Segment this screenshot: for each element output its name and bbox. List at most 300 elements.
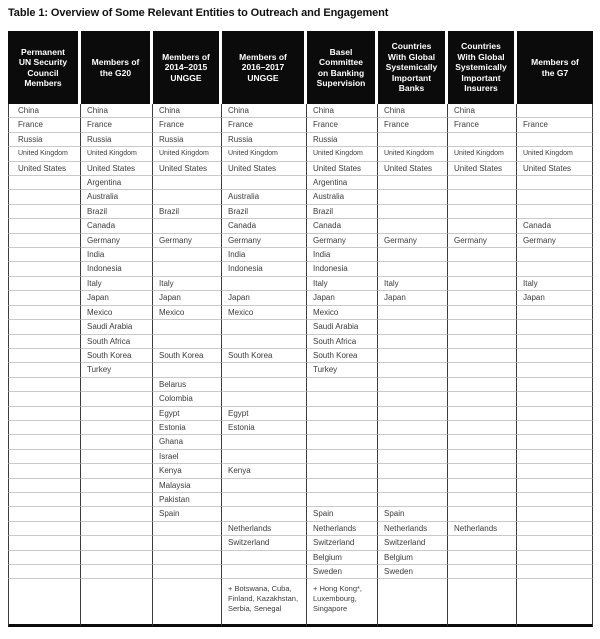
empty-cell [378, 349, 448, 363]
country-cell: Netherlands [448, 522, 517, 536]
country-cell: Malaysia [153, 479, 222, 493]
empty-cell [448, 378, 517, 392]
country-cell: United Kingdom [448, 147, 517, 161]
empty-cell [307, 464, 378, 478]
empty-cell [448, 536, 517, 550]
table-row [8, 248, 593, 262]
empty-cell [81, 536, 153, 550]
country-cell: France [307, 118, 378, 132]
empty-cell [517, 392, 593, 406]
empty-cell [8, 291, 81, 305]
table-row [8, 536, 593, 550]
column-header: Countries With Global Systemically Important Banks [378, 31, 448, 104]
empty-cell [517, 190, 593, 204]
empty-cell [378, 421, 448, 435]
country-cell: Italy [307, 277, 378, 291]
empty-cell [517, 421, 593, 435]
table-row [8, 507, 593, 521]
country-cell: Germany [517, 234, 593, 248]
country-cell: Netherlands [307, 522, 378, 536]
empty-cell [448, 349, 517, 363]
country-cell: Japan [222, 291, 307, 305]
empty-cell [517, 349, 593, 363]
empty-cell [153, 248, 222, 262]
country-cell: Japan [153, 291, 222, 305]
table-row [8, 551, 593, 565]
country-cell: Israel [153, 450, 222, 464]
empty-cell [222, 493, 307, 507]
country-cell: Brazil [222, 205, 307, 219]
empty-cell [153, 190, 222, 204]
empty-cell [448, 133, 517, 147]
column-header: Members of 2014–2015 UNGGE [153, 31, 222, 104]
country-cell: United Kingdom [81, 147, 153, 161]
country-cell: United Kingdom [517, 147, 593, 161]
empty-cell [8, 565, 81, 579]
country-cell: Belarus [153, 378, 222, 392]
header-row [8, 31, 593, 104]
country-cell: Saudi Arabia [81, 320, 153, 334]
country-cell: Brazil [81, 205, 153, 219]
empty-cell [153, 565, 222, 579]
empty-cell [8, 349, 81, 363]
empty-cell [81, 522, 153, 536]
empty-cell [8, 248, 81, 262]
empty-cell [378, 450, 448, 464]
table-title: Table 1: Overview of Some Relevant Entities to Outreach and Engagement [8, 7, 389, 19]
table-row [8, 176, 593, 190]
empty-cell [517, 551, 593, 565]
table-row [8, 118, 593, 132]
country-cell: China [8, 104, 81, 118]
empty-cell [222, 378, 307, 392]
empty-cell [81, 378, 153, 392]
country-cell: Russia [153, 133, 222, 147]
table-row [8, 565, 593, 579]
table-row [8, 306, 593, 320]
empty-cell [8, 551, 81, 565]
empty-cell [517, 363, 593, 377]
country-cell: India [222, 248, 307, 262]
column-header: Basel Committee on Banking Supervision [307, 31, 378, 104]
empty-cell [81, 407, 153, 421]
empty-cell [517, 205, 593, 219]
country-cell: Egypt [153, 407, 222, 421]
empty-cell [153, 551, 222, 565]
empty-cell [81, 551, 153, 565]
empty-cell [378, 479, 448, 493]
table-row [8, 493, 593, 507]
empty-cell [448, 507, 517, 521]
empty-cell [8, 234, 81, 248]
country-cell: Australia [81, 190, 153, 204]
table-row [8, 133, 593, 147]
empty-cell [517, 579, 593, 627]
empty-cell [8, 507, 81, 521]
table-row [8, 104, 593, 118]
country-cell: United States [222, 162, 307, 176]
empty-cell [517, 435, 593, 449]
country-cell: Japan [307, 291, 378, 305]
empty-cell [222, 277, 307, 291]
country-cell: South Africa [307, 335, 378, 349]
empty-cell [448, 335, 517, 349]
country-cell: Switzerland [307, 536, 378, 550]
empty-cell [448, 392, 517, 406]
empty-cell [517, 407, 593, 421]
empty-cell [81, 565, 153, 579]
country-cell: Turkey [307, 363, 378, 377]
country-cell: Germany [307, 234, 378, 248]
empty-cell [378, 363, 448, 377]
table-row [8, 234, 593, 248]
country-cell: Kenya [153, 464, 222, 478]
country-cell: Japan [378, 291, 448, 305]
empty-cell [153, 219, 222, 233]
table-row [8, 579, 593, 627]
country-cell: Mexico [81, 306, 153, 320]
table-row [8, 349, 593, 363]
country-cell: France [517, 118, 593, 132]
column-header: Members of the G7 [517, 31, 593, 104]
empty-cell [8, 421, 81, 435]
country-cell: United Kingdom [8, 147, 81, 161]
country-cell: United States [378, 162, 448, 176]
table-row [8, 291, 593, 305]
country-cell: China [222, 104, 307, 118]
empty-cell [307, 435, 378, 449]
empty-cell [8, 450, 81, 464]
empty-cell [448, 565, 517, 579]
empty-cell [153, 536, 222, 550]
empty-cell [81, 450, 153, 464]
empty-cell [81, 392, 153, 406]
country-cell: Brazil [307, 205, 378, 219]
empty-cell [378, 464, 448, 478]
country-cell: Japan [81, 291, 153, 305]
country-cell: Indonesia [307, 262, 378, 276]
country-cell: Brazil [153, 205, 222, 219]
empty-cell [378, 262, 448, 276]
empty-cell [8, 493, 81, 507]
table-row [8, 147, 593, 161]
empty-cell [8, 306, 81, 320]
empty-cell [8, 464, 81, 478]
empty-cell [153, 176, 222, 190]
country-cell: Australia [307, 190, 378, 204]
country-cell: Germany [448, 234, 517, 248]
empty-cell [8, 479, 81, 493]
country-cell: India [307, 248, 378, 262]
empty-cell [448, 363, 517, 377]
empty-cell [378, 248, 448, 262]
country-cell: Italy [517, 277, 593, 291]
empty-cell [378, 190, 448, 204]
table-row [8, 421, 593, 435]
empty-cell [448, 320, 517, 334]
country-cell: Sweden [307, 565, 378, 579]
empty-cell [153, 579, 222, 627]
country-cell: Indonesia [81, 262, 153, 276]
country-cell: United Kingdom [153, 147, 222, 161]
empty-cell [378, 176, 448, 190]
empty-cell [517, 522, 593, 536]
empty-cell [153, 335, 222, 349]
table-row [8, 407, 593, 421]
country-cell: United States [448, 162, 517, 176]
country-cell: Netherlands [378, 522, 448, 536]
country-cell: United Kingdom [307, 147, 378, 161]
table-row [8, 378, 593, 392]
empty-cell [517, 133, 593, 147]
empty-cell [8, 176, 81, 190]
empty-cell [307, 479, 378, 493]
country-cell: Pakistan [153, 493, 222, 507]
country-cell: France [222, 118, 307, 132]
column-header: Members of the G20 [81, 31, 153, 104]
country-cell: Estonia [153, 421, 222, 435]
empty-cell [517, 507, 593, 521]
empty-cell [8, 335, 81, 349]
empty-cell [517, 536, 593, 550]
country-cell: United States [307, 162, 378, 176]
empty-cell [222, 435, 307, 449]
country-cell: Spain [307, 507, 378, 521]
empty-cell [448, 450, 517, 464]
empty-cell [517, 565, 593, 579]
empty-cell [448, 479, 517, 493]
country-cell: France [448, 118, 517, 132]
country-cell: + Hong Kong*, Luxembourg, Singapore [307, 579, 378, 627]
empty-cell [378, 219, 448, 233]
empty-cell [378, 133, 448, 147]
empty-cell [8, 363, 81, 377]
empty-cell [307, 392, 378, 406]
empty-cell [448, 248, 517, 262]
empty-cell [222, 479, 307, 493]
empty-cell [8, 262, 81, 276]
empty-cell [517, 464, 593, 478]
empty-cell [448, 435, 517, 449]
empty-cell [517, 493, 593, 507]
empty-cell [517, 248, 593, 262]
country-cell: United States [81, 162, 153, 176]
country-cell: India [81, 248, 153, 262]
table-row [8, 219, 593, 233]
country-cell: Australia [222, 190, 307, 204]
empty-cell [378, 378, 448, 392]
country-cell: China [307, 104, 378, 118]
empty-cell [448, 464, 517, 478]
country-cell: Switzerland [222, 536, 307, 550]
empty-cell [378, 205, 448, 219]
country-cell: Russia [222, 133, 307, 147]
table-row [8, 363, 593, 377]
empty-cell [517, 176, 593, 190]
country-cell: France [153, 118, 222, 132]
table-row [8, 162, 593, 176]
empty-cell [378, 306, 448, 320]
empty-cell [448, 291, 517, 305]
empty-cell [448, 579, 517, 627]
country-cell: Germany [222, 234, 307, 248]
country-cell: Germany [378, 234, 448, 248]
country-cell: Italy [153, 277, 222, 291]
empty-cell [448, 421, 517, 435]
country-cell: Japan [517, 291, 593, 305]
country-cell: Mexico [222, 306, 307, 320]
table-body [8, 104, 593, 627]
country-cell: Italy [81, 277, 153, 291]
empty-cell [8, 392, 81, 406]
empty-cell [222, 363, 307, 377]
country-cell: United Kingdom [222, 147, 307, 161]
country-cell: United States [517, 162, 593, 176]
empty-cell [81, 493, 153, 507]
empty-cell [378, 392, 448, 406]
empty-cell [448, 205, 517, 219]
empty-cell [378, 493, 448, 507]
country-cell: Argentina [307, 176, 378, 190]
column-header: Countries With Global Systemically Important Insurers [448, 31, 517, 104]
country-cell: Mexico [307, 306, 378, 320]
country-cell: Mexico [153, 306, 222, 320]
country-cell: Spain [153, 507, 222, 521]
country-cell: United States [153, 162, 222, 176]
country-cell: France [8, 118, 81, 132]
empty-cell [81, 579, 153, 627]
country-cell: Russia [81, 133, 153, 147]
empty-cell [222, 335, 307, 349]
empty-cell [81, 507, 153, 521]
column-header: Members of 2016–2017 UNGGE [222, 31, 307, 104]
country-cell: Belgium [307, 551, 378, 565]
country-cell: Colombia [153, 392, 222, 406]
empty-cell [222, 450, 307, 464]
country-cell: Switzerland [378, 536, 448, 550]
empty-cell [8, 536, 81, 550]
empty-cell [8, 320, 81, 334]
table-row [8, 205, 593, 219]
empty-cell [153, 363, 222, 377]
country-cell: China [153, 104, 222, 118]
empty-cell [378, 320, 448, 334]
country-cell: Saudi Arabia [307, 320, 378, 334]
country-cell: South Korea [222, 349, 307, 363]
table-row [8, 277, 593, 291]
empty-cell [517, 450, 593, 464]
empty-cell [517, 306, 593, 320]
country-cell: Italy [378, 277, 448, 291]
country-cell: South Korea [153, 349, 222, 363]
empty-cell [8, 522, 81, 536]
country-cell: Netherlands [222, 522, 307, 536]
country-cell: Kenya [222, 464, 307, 478]
empty-cell [517, 320, 593, 334]
empty-cell [222, 507, 307, 521]
country-cell: China [378, 104, 448, 118]
empty-cell [307, 450, 378, 464]
empty-cell [8, 579, 81, 627]
country-cell: Canada [81, 219, 153, 233]
empty-cell [517, 378, 593, 392]
empty-cell [81, 435, 153, 449]
table-row [8, 262, 593, 276]
country-cell: Argentina [81, 176, 153, 190]
country-cell: Belgium [378, 551, 448, 565]
empty-cell [222, 176, 307, 190]
empty-cell [222, 551, 307, 565]
empty-cell [153, 320, 222, 334]
country-cell: Russia [307, 133, 378, 147]
table-row [8, 392, 593, 406]
empty-cell [307, 378, 378, 392]
empty-cell [8, 407, 81, 421]
country-cell: Canada [222, 219, 307, 233]
country-cell: South Africa [81, 335, 153, 349]
empty-cell [378, 407, 448, 421]
country-cell: China [448, 104, 517, 118]
empty-cell [8, 435, 81, 449]
empty-cell [448, 306, 517, 320]
country-cell: + Botswana, Cuba, Finland, Kazakhstan, Serbia, Senegal [222, 579, 307, 627]
table-row [8, 450, 593, 464]
empty-cell [307, 421, 378, 435]
empty-cell [517, 479, 593, 493]
empty-cell [8, 378, 81, 392]
country-cell: South Korea [81, 349, 153, 363]
empty-cell [517, 104, 593, 118]
table-row [8, 464, 593, 478]
country-cell: United Kingdom [378, 147, 448, 161]
country-cell: Germany [81, 234, 153, 248]
empty-cell [448, 407, 517, 421]
empty-cell [378, 335, 448, 349]
empty-cell [448, 262, 517, 276]
table-row [8, 522, 593, 536]
empty-cell [153, 262, 222, 276]
country-cell: Sweden [378, 565, 448, 579]
country-cell: Turkey [81, 363, 153, 377]
country-cell: France [81, 118, 153, 132]
empty-cell [307, 407, 378, 421]
country-cell: Estonia [222, 421, 307, 435]
table-row [8, 320, 593, 334]
empty-cell [448, 176, 517, 190]
empty-cell [307, 493, 378, 507]
empty-cell [222, 320, 307, 334]
empty-cell [81, 479, 153, 493]
country-cell: Indonesia [222, 262, 307, 276]
empty-cell [448, 277, 517, 291]
empty-cell [81, 421, 153, 435]
empty-cell [448, 551, 517, 565]
country-cell: Canada [517, 219, 593, 233]
entities-table [8, 31, 593, 627]
empty-cell [448, 493, 517, 507]
empty-cell [222, 392, 307, 406]
table-row [8, 435, 593, 449]
empty-cell [8, 190, 81, 204]
country-cell: Egypt [222, 407, 307, 421]
column-header: Permanent UN Security Council Members [8, 31, 81, 104]
empty-cell [8, 219, 81, 233]
empty-cell [378, 435, 448, 449]
empty-cell [222, 565, 307, 579]
empty-cell [378, 579, 448, 627]
empty-cell [81, 464, 153, 478]
country-cell: Ghana [153, 435, 222, 449]
